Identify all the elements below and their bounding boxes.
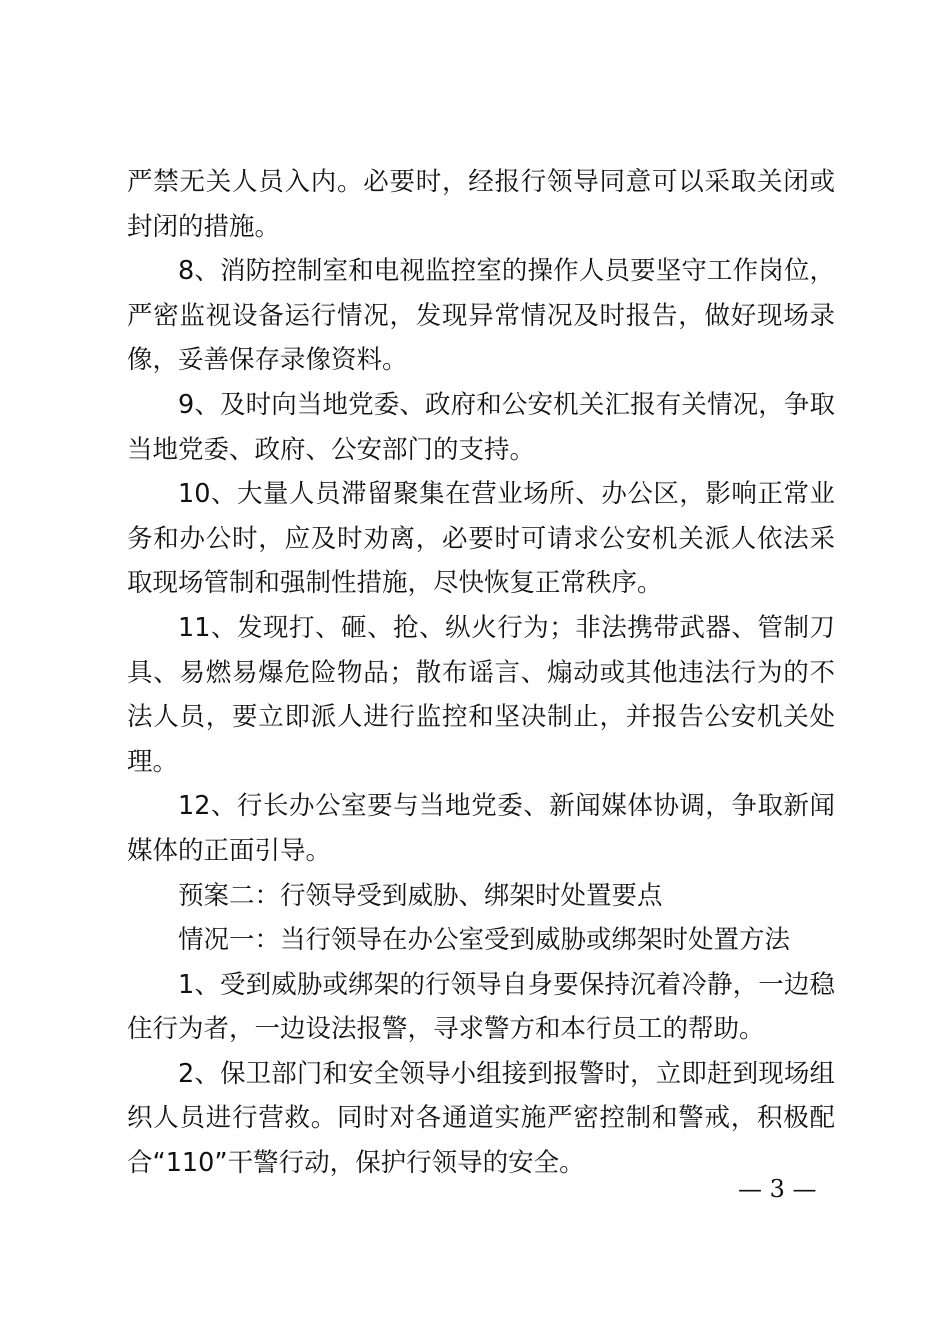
paragraph-step-2: 2、保卫部门和安全领导小组接到报警时，立即赶到现场组织人员进行营救。同时对各通道实施严密控制和警戒，积极配合“110”干警行动，保护行领导的安全。	[127, 1058, 835, 1179]
paragraph-item-12: 12、行长办公室要与当地党委、新闻媒体协调，争取新闻媒体的正面引导。	[127, 791, 835, 866]
situation-one-heading: 情况一：当行领导在办公室受到威胁或绑架时处置方法	[178, 925, 791, 956]
paragraph-item-10: 10、大量人员滞留聚集在营业场所、办公区，影响正常业务和办公时，应及时劝离，必要时可请求公安机关派人依法采取现场管制和强制性措施，尽快恢复正常秩序。	[127, 479, 835, 599]
paragraph-continuation: 严禁无关人员入内。必要时，经报行领导同意可以采取关闭或封闭的措施。	[127, 167, 835, 242]
page-number: — 3 —	[738, 1175, 817, 1203]
paragraph-item-8: 8、消防控制室和电视监控室的操作人员要坚守工作岗位，严密监视设备运行情况，发现异常情况及时报告，做好现场录像，妥善保存录像资料。	[127, 256, 835, 376]
paragraph-step-1: 1、受到威胁或绑架的行领导自身要保持沉着冷静，一边稳住行为者，一边设法报警，寻求警方和本行员工的帮助。	[127, 969, 835, 1045]
plan-two-heading: 预案二：行领导受到威胁、绑架时处置要点	[178, 880, 663, 911]
paragraph-item-9: 9、及时向当地党委、政府和公安机关汇报有关情况，争取当地党委、政府、公安部门的支持。	[127, 389, 835, 465]
document-body	[127, 160, 835, 1186]
paragraph-item-11: 11、发现打、砸、抢、纵火行为；非法携带武器、管制刀具、易燃易爆危险物品；散布谣言、煽动或其他违法行为的不法人员，要立即派人进行监控和坚决制止，并报告公安机关处理。	[127, 612, 835, 777]
